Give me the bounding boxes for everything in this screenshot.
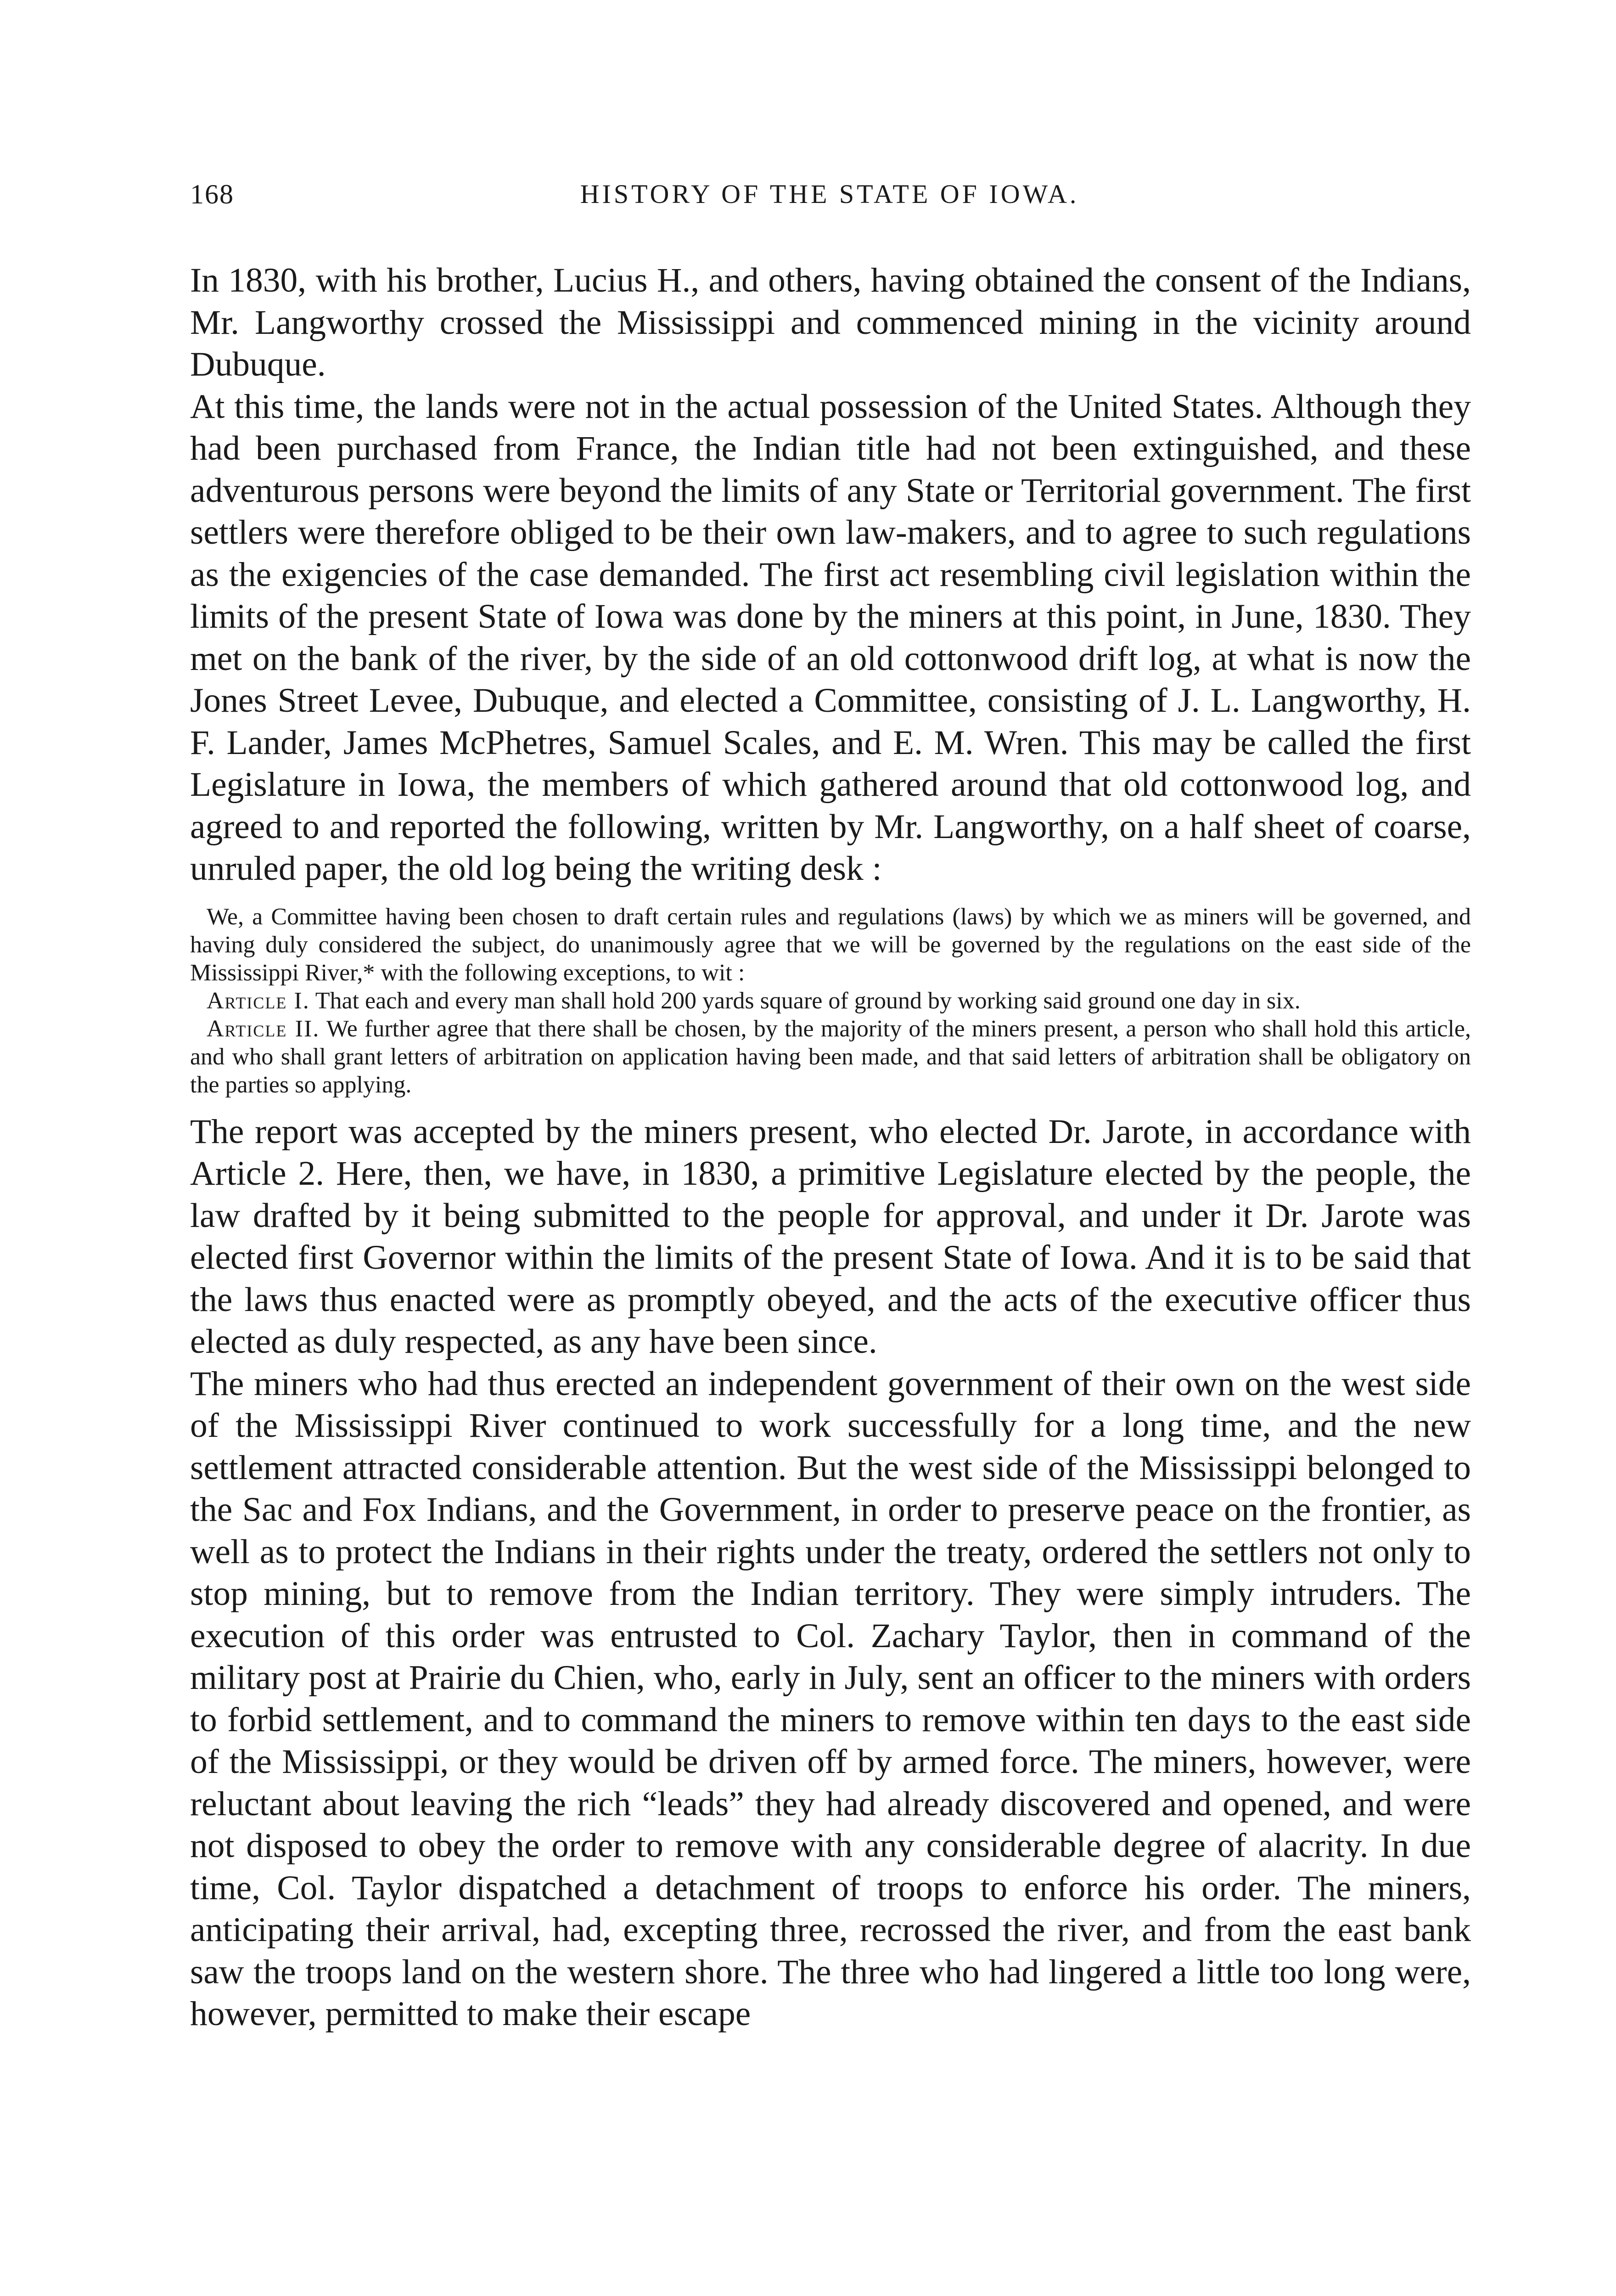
paragraph-4: The miners who had thus erected an independent government of their own on the west side of the Mississippi River continued to work successfully for a long time, and the new settlement attracted considerable attention. But the west side of the Mississippi belonged to the Sac and Fox Indians, and the Government, in order to preserve peace on the frontier, as well as to protect the Indians in their rights under the treaty, ordered the settlers not only to stop mining, but to remove from the Indian territory. They were simply intruders. The execution of this order was entrusted to Col. Zachary Taylor, then in command of the military post at Prairie du Chien, who, early in July, sent an officer to the miners with orders to forbid settlement, and to command the miners to remove within ten days to the east side of the Mississippi, or they would be driven off by armed force. The miners, however, were reluctant about leaving the rich “leads” they had already discovered and opened, and were not disposed to obey the order to remove with any considerable degree of alacrity. In due time, Col. Taylor dispatched a detachment of troops to enforce his order. The miners, anticipating their arrival, had, excepting three, recrossed the river, and from the east bank saw the troops land on the western shore. The three who had lingered a little too long were, however, permitted to make their escape <box>190 1364 1471 2033</box>
page-number: 168 <box>190 179 234 209</box>
paragraph-2: At this time, the lands were not in the actual possession of the United States. Although they had been purchased from France, the Indian title had not been extinguished, and these adventurous persons were beyond the limits of any State or Territorial government. The first settlers were therefore obliged to be their own law-makers, and to agree to such regulations as the exigencies of the case demanded. The first act resembling civil legislation within the limits of the present State of Iowa was done by the miners at this point, in June, 1830. They met on the bank of the river, by the side of an old cottonwood drift log, at what is now the Jones Street Levee, Dubuque, and elected a Committee, consisting of J. L. Langworthy, H. F. Lander, James McPhetres, Samuel Scales, and E. M. Wren. This may be called the first Legislature in Iowa, the members of which gathered around that old cottonwood log, and agreed to and reported the following, written by Mr. Langworthy, on a half sheet of coarse, unruled paper, the old log being the writing desk : <box>190 387 1471 888</box>
running-title: HISTORY OF THE STATE OF IOWA. <box>580 179 1079 209</box>
article-1-label: Article I. <box>207 987 310 1014</box>
running-head <box>190 174 1469 215</box>
paragraph-3: The report was accepted by the miners present, who elected Dr. Jarote, in accordance with Article 2. Here, then, we have, in 1830, a primitive Legislature elected by the people, the law drafted by it being submitted to the people for approval, and under it Dr. Jarote was elected first Governor within the limits of the present State of Iowa. And it is to be said that the laws thus enacted were as promptly obeyed, and the acts of the executive officer thus elected as duly respected, as any have been since. <box>190 1112 1471 1361</box>
article-2-label: Article II. <box>207 1015 320 1042</box>
miners-resolution-quote <box>190 903 1471 1099</box>
article-1-text: That each and every man shall hold 200 yards square of ground by working said ground one day in six. <box>315 987 1301 1014</box>
body-text <box>190 259 1471 2035</box>
quote-intro: We, a Committee having been chosen to draft certain rules and regulations (laws) by which we as miners will be governed, and having duly considered the subject, do unanimously agree that we will be governed by the regulations on the east side of the Mississippi River,* with the following exceptions, to wit : <box>190 903 1471 986</box>
paragraph-1: In 1830, with his brother, Lucius H., and others, having obtained the consent of the Indians, Mr. Langworthy crossed the Mississippi and commenced mining in the vicinity around Dubuque. <box>190 261 1471 383</box>
quote-article-2 <box>190 1015 1471 1099</box>
quote-article-1 <box>190 987 1471 1015</box>
article-2-text: We further agree that there shall be chosen, by the majority of the miners present, a person who shall hold this article, and who shall grant letters of arbitration on application having been made, and that said letters of arbitration shall be obligatory on the parties so applying. <box>190 1015 1471 1098</box>
